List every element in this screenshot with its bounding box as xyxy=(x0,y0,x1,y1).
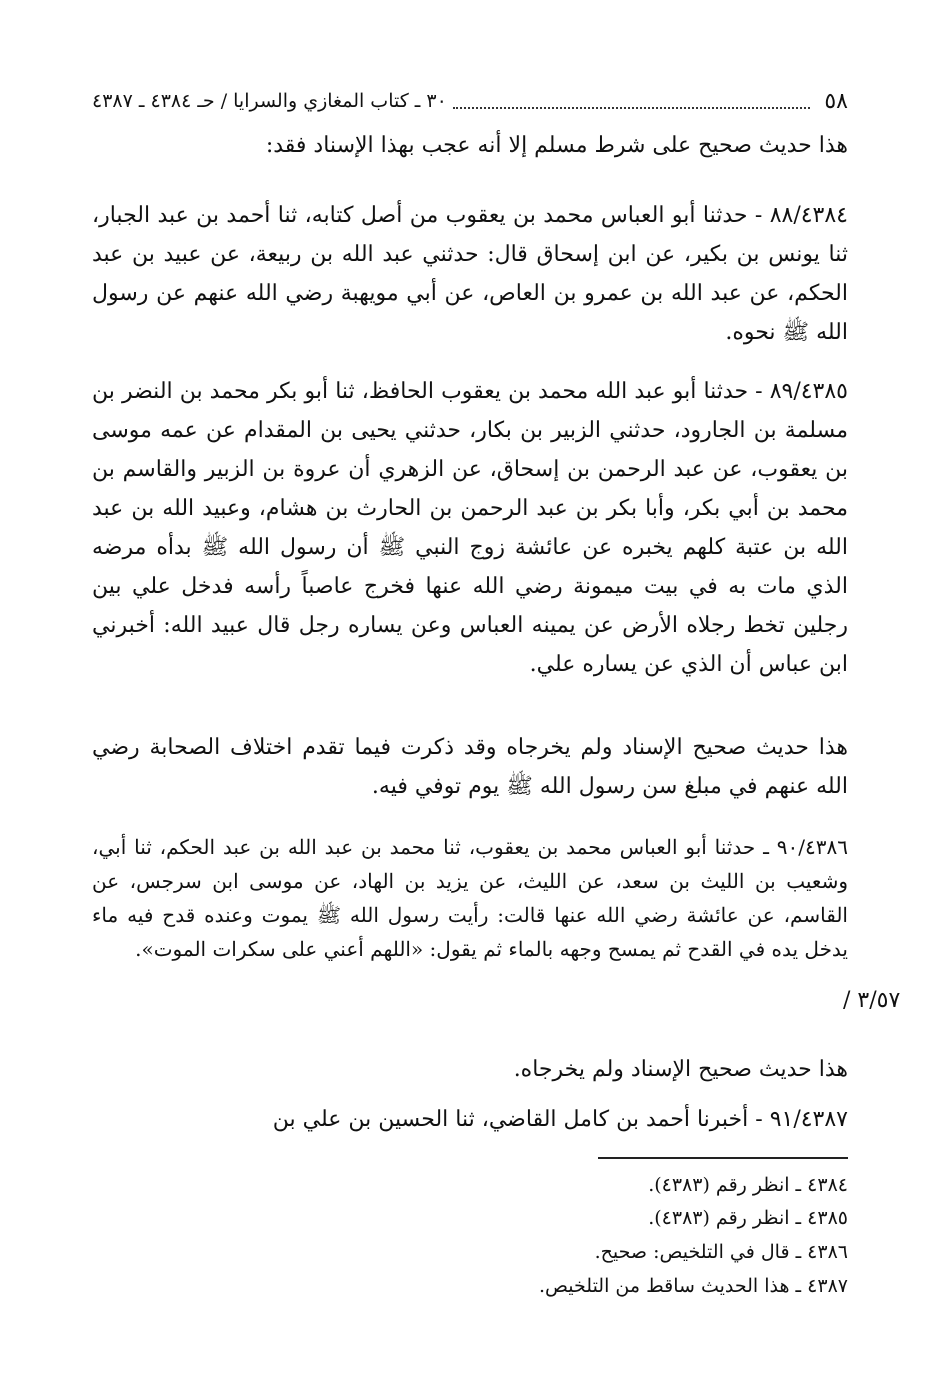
grading-note: هذا حديث صحيح الإسناد ولم يخرجاه وقد ذكرت فيما تقدم اختلاف الصحابة رضي الله عنهم في مبلغ سن رسول الله ﷺ يوم توفي فيه. xyxy=(92,735,848,799)
footnote-separator xyxy=(598,1157,848,1159)
footnote-4386: ٤٣٨٦ ـ قال في التلخيص: صحيح. xyxy=(594,1241,848,1263)
footnote-4384: ٤٣٨٤ ـ انظر رقم (٤٣٨٣). xyxy=(648,1174,848,1196)
header-dot-leader xyxy=(453,93,811,109)
running-title: ٣٠ ـ كتاب المغازي والسرايا / حـ ٤٣٨٤ ـ ٤٣٨٧ xyxy=(92,90,447,112)
hadith-4384: ٨٨/٤٣٨٤ - حدثنا أبو العباس محمد بن يعقوب من أصل كتابه، ثنا أحمد بن عبد الجبار، ثنا يونس بن بكير، عن ابن إسحاق قال: حدثني عبد الله بن ربيعة، عن عبيد بن عبد الحكم، عن عبد الله بن عمرو بن العاص، عن أبي مويهبة رضي الله عنهم عن رسول الله ﷺ نحوه. xyxy=(92,203,848,345)
margin-reference: ٣/٥٧ / xyxy=(843,988,901,1013)
footnote-4387: ٤٣٨٧ ـ هذا الحديث ساقط من التلخيص. xyxy=(538,1275,848,1297)
page-number: ٥٨ xyxy=(824,88,848,114)
hadith-4385: ٨٩/٤٣٨٥ - حدثنا أبو عبد الله محمد بن يعقوب الحافظ، ثنا أبو بكر محمد بن النضر بن مسلمة بن الجارود، حدثني الزبير بن بكار، حدثني يحيى بن المقدام عن عمه موسى بن يعقوب، عن عبد الرحمن بن إسحاق، عن الزهري أن عروة بن الزبير والقاسم بن محمد بن أبي بكر، وأبا بكر بن عبد الرحمن بن الحارث بن هشام، وعبيد الله بن عبد الله بن عتبة كلهم يخبره عن عائشة زوج النبي ﷺ أن رسول الله ﷺ بدأه مرضه الذي مات به في بيت ميمونة رضي الله عنها فخرج عاصباً رأسه فدخل علي بين رجلين تخط رجلاه الأرض عن يمينه العباس وعن يساره رجل قال عبيد الله: أخبرني ابن عباس أن الذي عن يساره علي. xyxy=(92,379,848,677)
footnote-4385: ٤٣٨٥ ـ انظر رقم (٤٣٨٣). xyxy=(648,1207,848,1229)
grading-note-2: هذا حديث صحيح الإسناد ولم يخرجاه. xyxy=(513,1057,848,1082)
page-header xyxy=(92,84,848,118)
hadith-4387: ٩١/٤٣٨٧ - أخبرنا أحمد بن كامل القاضي، ثنا الحسين بن علي بن xyxy=(272,1107,848,1132)
hadith-4386: ٩٠/٤٣٨٦ ـ حدثنا أبو العباس محمد بن يعقوب، ثنا محمد بن عبد الله بن عبد الحكم، ثنا أبي، وشعيب بن الليث بن سعد، عن الليث، عن يزيد بن الهاد، عن موسى ابن سرجس، عن القاسم، عن عائشة رضي الله عنها قالت: رأيت رسول الله ﷺ يموت وعنده قدح فيه ماء يدخل يده في القدح ثم يمسح وجهه بالماء ثم يقول: «اللهم أعني على سكرات الموت». xyxy=(92,835,848,961)
paragraph-intro: هذا حديث صحيح على شرط مسلم إلا أنه عجب بهذا الإسناد فقد: xyxy=(265,133,848,158)
